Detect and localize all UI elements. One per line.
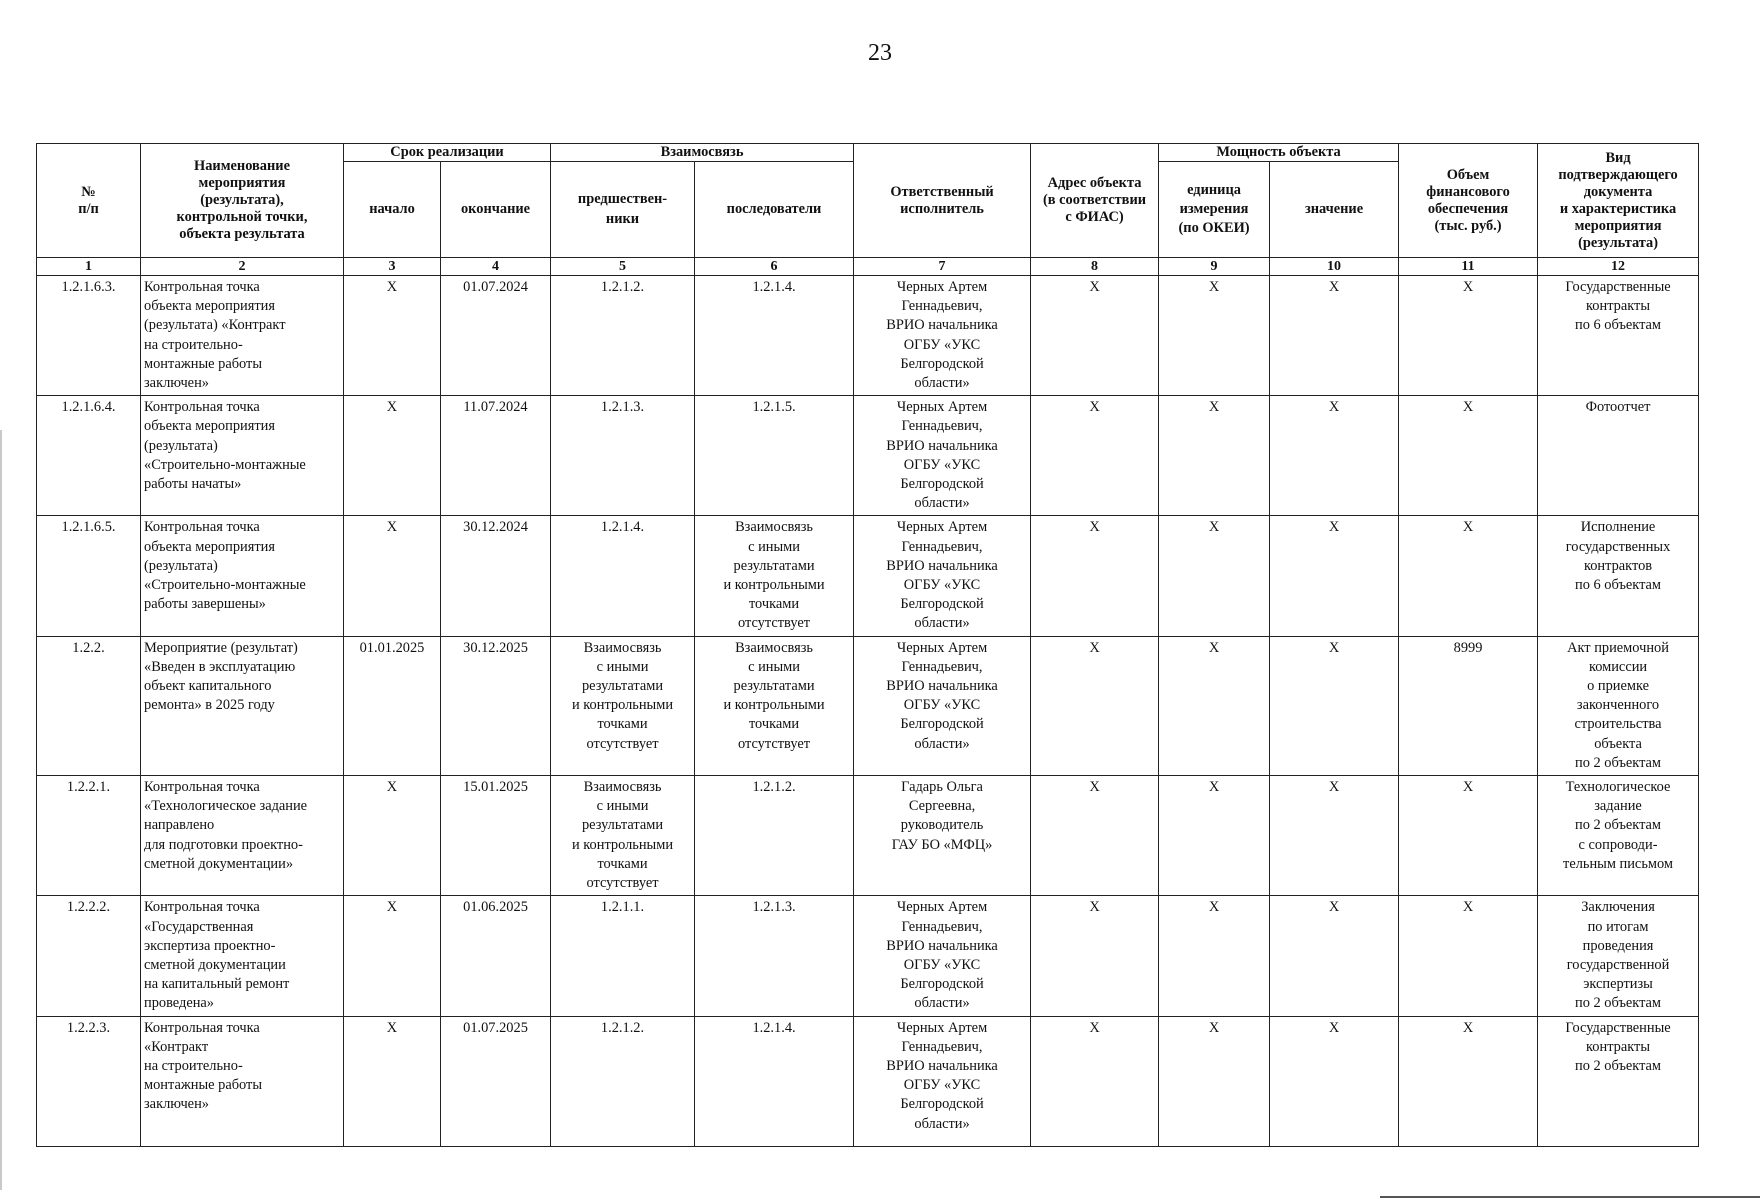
header-capacity-group: Мощность объекта	[1159, 144, 1399, 162]
row-successors: Взаимосвязь с иными результатами и контрольными точками отсутствует	[695, 636, 854, 775]
row-num: 1.2.1.6.3.	[37, 276, 141, 396]
row-value: X	[1270, 516, 1399, 636]
row-finance: X	[1399, 396, 1538, 516]
row-end: 30.12.2024	[441, 516, 551, 636]
row-successors: 1.2.1.3.	[695, 896, 854, 1016]
row-value: X	[1270, 396, 1399, 516]
column-number: 11	[1399, 258, 1538, 276]
table-body	[37, 276, 1699, 1147]
row-unit: X	[1159, 276, 1270, 396]
header-start: начало	[344, 162, 441, 258]
row-predecessors: 1.2.1.3.	[551, 396, 695, 516]
table-row	[37, 516, 1699, 636]
row-address: X	[1031, 1016, 1159, 1146]
column-number: 1	[37, 258, 141, 276]
table-row	[37, 896, 1699, 1016]
row-num: 1.2.1.6.4.	[37, 396, 141, 516]
row-unit: X	[1159, 896, 1270, 1016]
row-num: 1.2.2.2.	[37, 896, 141, 1016]
row-num: 1.2.2.3.	[37, 1016, 141, 1146]
row-start: X	[344, 516, 441, 636]
row-start: 01.01.2025	[344, 636, 441, 775]
row-name: Контрольная точка «Государственная экспертиза проектно- сметной документации на капитальный ремонт проведена»	[141, 896, 344, 1016]
row-responsible: Черных Артем Геннадьевич, ВРИО начальника ОГБУ «УКС Белгородской области»	[854, 636, 1031, 775]
row-predecessors: Взаимосвязь с иными результатами и контрольными точками отсутствует	[551, 776, 695, 896]
row-unit: X	[1159, 396, 1270, 516]
row-unit: X	[1159, 636, 1270, 775]
table-row	[37, 636, 1699, 775]
column-number: 2	[141, 258, 344, 276]
column-number: 10	[1270, 258, 1399, 276]
row-name: Контрольная точка объекта мероприятия (результата) «Контракт на строительно- монтажные работы заключен»	[141, 276, 344, 396]
table-row	[37, 1016, 1699, 1146]
row-num: 1.2.1.6.5.	[37, 516, 141, 636]
row-finance: X	[1399, 776, 1538, 896]
row-num: 1.2.2.	[37, 636, 141, 775]
table-row	[37, 396, 1699, 516]
table-row	[37, 776, 1699, 896]
row-name: Контрольная точка «Технологическое задание направлено для подготовки проектно- сметной документации»	[141, 776, 344, 896]
row-value: X	[1270, 276, 1399, 396]
row-end: 01.07.2025	[441, 1016, 551, 1146]
header-predecessors: предшествен- ники	[551, 162, 695, 258]
header-name: Наименование мероприятия (результата), контрольной точки, объекта результата	[141, 144, 344, 258]
header-responsible: Ответственный исполнитель	[854, 144, 1031, 258]
row-responsible: Черных Артем Геннадьевич, ВРИО начальника ОГБУ «УКС Белгородской области»	[854, 396, 1031, 516]
row-name: Контрольная точка «Контракт на строительно- монтажные работы заключен»	[141, 1016, 344, 1146]
row-end: 01.06.2025	[441, 896, 551, 1016]
row-start: X	[344, 1016, 441, 1146]
row-value: X	[1270, 776, 1399, 896]
header-num: № п/п	[37, 144, 141, 258]
header-link-group: Взаимосвязь	[551, 144, 854, 162]
row-responsible: Черных Артем Геннадьевич, ВРИО начальника ОГБУ «УКС Белгородской области»	[854, 276, 1031, 396]
table-row	[37, 276, 1699, 396]
row-end: 11.07.2024	[441, 396, 551, 516]
row-address: X	[1031, 776, 1159, 896]
row-predecessors: 1.2.1.2.	[551, 276, 695, 396]
row-predecessors: 1.2.1.1.	[551, 896, 695, 1016]
row-end: 30.12.2025	[441, 636, 551, 775]
row-predecessors: 1.2.1.4.	[551, 516, 695, 636]
row-unit: X	[1159, 1016, 1270, 1146]
row-num: 1.2.2.1.	[37, 776, 141, 896]
bottom-rule	[1380, 1196, 1760, 1198]
column-number: 9	[1159, 258, 1270, 276]
row-value: X	[1270, 636, 1399, 775]
page-number: 23	[868, 40, 892, 66]
row-doc-type: Технологическое задание по 2 объектам с сопроводи- тельным письмом	[1538, 776, 1699, 896]
header-term-group: Срок реализации	[344, 144, 551, 162]
row-doc-type: Акт приемочной комиссии о приемке законченного строительства объекта по 2 объектам	[1538, 636, 1699, 775]
header-address: Адрес объекта (в соответствии с ФИАС)	[1031, 144, 1159, 258]
header-successors: последователи	[695, 162, 854, 258]
row-address: X	[1031, 396, 1159, 516]
row-responsible: Черных Артем Геннадьевич, ВРИО начальника ОГБУ «УКС Белгородской области»	[854, 516, 1031, 636]
row-successors: 1.2.1.4.	[695, 1016, 854, 1146]
row-address: X	[1031, 896, 1159, 1016]
row-name: Контрольная точка объекта мероприятия (результата) «Строительно-монтажные работы завершены»	[141, 516, 344, 636]
row-finance: X	[1399, 516, 1538, 636]
row-value: X	[1270, 896, 1399, 1016]
row-start: X	[344, 276, 441, 396]
row-finance: X	[1399, 896, 1538, 1016]
row-end: 15.01.2025	[441, 776, 551, 896]
column-number: 6	[695, 258, 854, 276]
column-number: 5	[551, 258, 695, 276]
row-finance: X	[1399, 276, 1538, 396]
row-address: X	[1031, 636, 1159, 775]
row-doc-type: Фотоотчет	[1538, 396, 1699, 516]
row-unit: X	[1159, 516, 1270, 636]
row-predecessors: 1.2.1.2.	[551, 1016, 695, 1146]
header-unit: единица измерения (по ОКЕИ)	[1159, 162, 1270, 258]
row-unit: X	[1159, 776, 1270, 896]
column-number: 7	[854, 258, 1031, 276]
row-start: X	[344, 896, 441, 1016]
row-doc-type: Государственные контракты по 2 объектам	[1538, 1016, 1699, 1146]
row-finance: 8999	[1399, 636, 1538, 775]
row-responsible: Черных Артем Геннадьевич, ВРИО начальника ОГБУ «УКС Белгородской области»	[854, 896, 1031, 1016]
row-successors: Взаимосвязь с иными результатами и контрольными точками отсутствует	[695, 516, 854, 636]
row-predecessors: Взаимосвязь с иными результатами и контрольными точками отсутствует	[551, 636, 695, 775]
column-number: 3	[344, 258, 441, 276]
row-address: X	[1031, 516, 1159, 636]
table-header	[37, 144, 1699, 276]
scan-edge-shadow	[0, 430, 2, 1190]
implementation-plan-table	[36, 143, 1699, 1147]
row-finance: X	[1399, 1016, 1538, 1146]
row-responsible: Гадарь Ольга Сергеевна, руководитель ГАУ БО «МФЦ»	[854, 776, 1031, 896]
row-start: X	[344, 776, 441, 896]
row-doc-type: Исполнение государственных контрактов по 6 объектам	[1538, 516, 1699, 636]
row-address: X	[1031, 276, 1159, 396]
column-number: 8	[1031, 258, 1159, 276]
column-number-row	[37, 258, 1699, 276]
row-value: X	[1270, 1016, 1399, 1146]
header-value: значение	[1270, 162, 1399, 258]
header-doc-type: Вид подтверждающего документа и характеристика мероприятия (результата)	[1538, 144, 1699, 258]
row-end: 01.07.2024	[441, 276, 551, 396]
row-name: Мероприятие (результат) «Введен в эксплуатацию объект капитального ремонта» в 2025 году	[141, 636, 344, 775]
header-finance: Объем финансового обеспечения (тыс. руб.)	[1399, 144, 1538, 258]
column-number: 4	[441, 258, 551, 276]
column-number: 12	[1538, 258, 1699, 276]
row-successors: 1.2.1.4.	[695, 276, 854, 396]
row-responsible: Черных Артем Геннадьевич, ВРИО начальника ОГБУ «УКС Белгородской области»	[854, 1016, 1031, 1146]
row-start: X	[344, 396, 441, 516]
row-name: Контрольная точка объекта мероприятия (результата) «Строительно-монтажные работы начаты»	[141, 396, 344, 516]
row-doc-type: Государственные контракты по 6 объектам	[1538, 276, 1699, 396]
row-successors: 1.2.1.5.	[695, 396, 854, 516]
row-doc-type: Заключения по итогам проведения государственной экспертизы по 2 объектам	[1538, 896, 1699, 1016]
header-end: окончание	[441, 162, 551, 258]
row-successors: 1.2.1.2.	[695, 776, 854, 896]
